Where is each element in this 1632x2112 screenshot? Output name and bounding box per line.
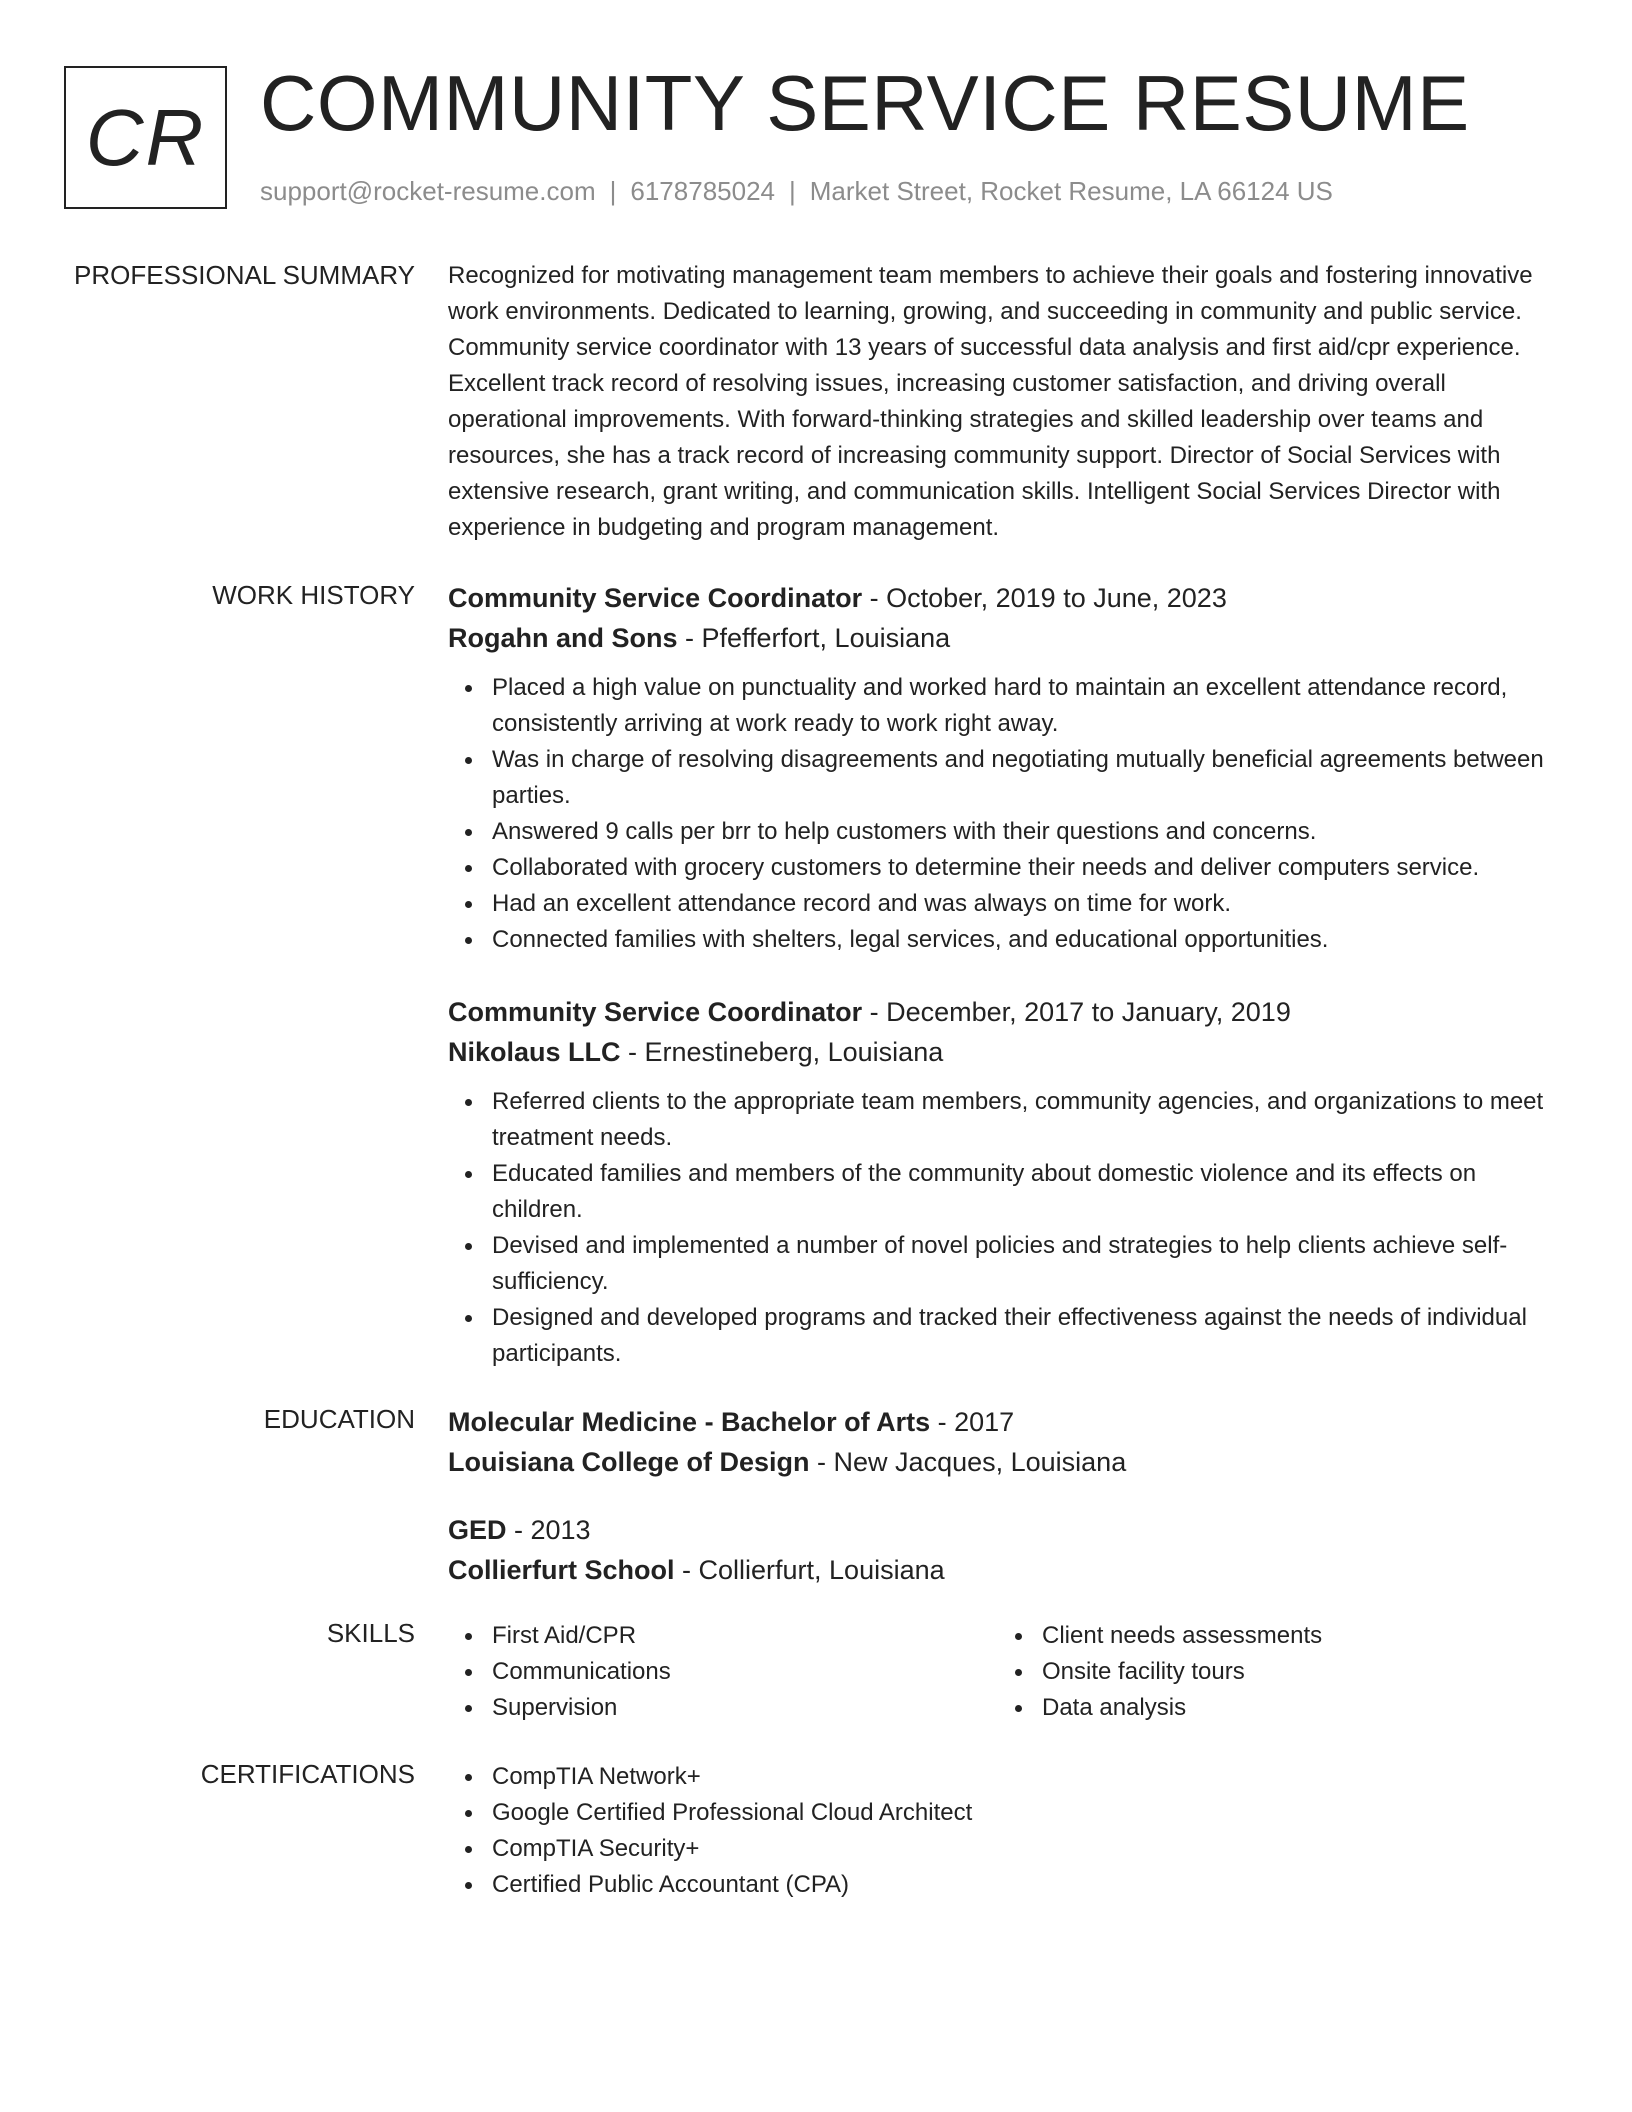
- summary-text: Recognized for motivating management team members to achieve their goals and fostering innovative work environments. Dedicated to learning, growing, and succeeding in community and public service. Community service coordinator with 13 years of successful data analysis and first aid/cpr experience. Excellent track record of resolving issues, increasing customer satisfaction, and driving overall operational improvements. With forward-thinking strategies and skilled leadership over teams and resources, she has a track record of increasing community support. Director of Social Services with extensive research, grant writing, and communication skills. Intelligent Social Services Director with experience in budgeting and program management.: [448, 262, 1533, 541]
- list-item: Client needs assessments: [998, 1618, 1548, 1654]
- contact-separator: |: [609, 176, 617, 206]
- list-item: Connected families with shelters, legal services, and educational opportunities.: [448, 922, 1568, 958]
- section-label-skills: SKILLS: [326, 1618, 415, 1648]
- monogram-initials: CR: [64, 66, 227, 209]
- job-title: Community Service Coordinator: [448, 583, 863, 613]
- section-label-education: EDUCATION: [263, 1404, 415, 1434]
- skills-body: [448, 1618, 1568, 1726]
- school-name: Louisiana College of Design: [448, 1447, 810, 1477]
- list-item: CompTIA Network+: [448, 1759, 1568, 1795]
- contact-separator: |: [789, 176, 796, 206]
- job-company: Nikolaus LLC: [448, 1037, 621, 1067]
- list-item: Placed a high value on punctuality and worked hard to maintain an excellent attendance record, consistently arriving at work ready to work right away.: [448, 670, 1568, 742]
- degree: Molecular Medicine - Bachelor of Arts: [448, 1407, 931, 1437]
- job-duties-list: [448, 1084, 1568, 1372]
- job-title-line: [448, 992, 1568, 1032]
- skills-column-left: [448, 1618, 998, 1726]
- job-company-line: [448, 1032, 1568, 1072]
- education-entry: [448, 1510, 1568, 1590]
- job-entry: [448, 992, 1568, 1372]
- list-item: Onsite facility tours: [998, 1654, 1548, 1690]
- contact-email: support@rocket-resume.com: [260, 176, 596, 206]
- list-item: Was in charge of resolving disagreements and negotiating mutually beneficial agreements between parties.: [448, 742, 1568, 814]
- job-title-line: [448, 578, 1568, 618]
- list-item: Referred clients to the appropriate team members, community agencies, and organizations to meet treatment needs.: [448, 1084, 1568, 1156]
- skills-list: [448, 1618, 998, 1726]
- contact-phone: 6178785024: [630, 176, 775, 206]
- degree-line: [448, 1402, 1568, 1442]
- list-item: Data analysis: [998, 1690, 1548, 1726]
- work-history-body: [448, 578, 1568, 1372]
- list-item: Supervision: [448, 1690, 998, 1726]
- education-body: [448, 1402, 1568, 1590]
- job-company-line: [448, 618, 1568, 658]
- section-label-summary: PROFESSIONAL SUMMARY: [74, 260, 415, 290]
- education-entry: [448, 1402, 1568, 1482]
- list-item: Designed and developed programs and tracked their effectiveness against the needs of individual participants.: [448, 1300, 1568, 1372]
- list-item: CompTIA Security+: [448, 1831, 1568, 1867]
- job-dates: - December, 2017 to January, 2019: [862, 997, 1291, 1027]
- degree-year: - 2013: [506, 1515, 591, 1545]
- list-item: First Aid/CPR: [448, 1618, 998, 1654]
- degree: GED: [448, 1515, 507, 1545]
- list-item: Certified Public Accountant (CPA): [448, 1867, 1568, 1903]
- resume-title: COMMUNITY SERVICE RESUME: [260, 59, 1470, 147]
- degree-year: - 2017: [930, 1407, 1015, 1437]
- certifications-body: [448, 1759, 1568, 1903]
- school-name: Collierfurt School: [448, 1555, 675, 1585]
- skills-column-right: [998, 1618, 1548, 1726]
- job-location: - Ernestineberg, Louisiana: [620, 1037, 944, 1067]
- list-item: Had an excellent attendance record and was always on time for work.: [448, 886, 1568, 922]
- job-title: Community Service Coordinator: [448, 997, 863, 1027]
- job-location: - Pfefferfort, Louisiana: [677, 623, 951, 653]
- school-line: [448, 1550, 1568, 1590]
- list-item: Collaborated with grocery customers to determine their needs and deliver computers service.: [448, 850, 1568, 886]
- job-duties-list: [448, 670, 1568, 958]
- list-item: Answered 9 calls per brr to help customers with their questions and concerns.: [448, 814, 1568, 850]
- contact-address: Market Street, Rocket Resume, LA 66124 US: [809, 176, 1333, 206]
- job-company: Rogahn and Sons: [448, 623, 678, 653]
- contact-line: [260, 176, 1333, 207]
- section-label-work-history: WORK HISTORY: [212, 580, 415, 610]
- job-dates: - October, 2019 to June, 2023: [862, 583, 1227, 613]
- list-item: Educated families and members of the community about domestic violence and its effects on children.: [448, 1156, 1568, 1228]
- section-label-certifications: CERTIFICATIONS: [200, 1759, 415, 1789]
- skills-list: [998, 1618, 1548, 1726]
- certifications-list: [448, 1759, 1568, 1903]
- list-item: Communications: [448, 1654, 998, 1690]
- school-location: - Collierfurt, Louisiana: [674, 1555, 945, 1585]
- school-location: - New Jacques, Louisiana: [809, 1447, 1127, 1477]
- list-item: Google Certified Professional Cloud Architect: [448, 1795, 1568, 1831]
- job-entry: [448, 578, 1568, 958]
- list-item: Devised and implemented a number of novel policies and strategies to help clients achieve self-sufficiency.: [448, 1228, 1568, 1300]
- degree-line: [448, 1510, 1568, 1550]
- school-line: [448, 1442, 1568, 1482]
